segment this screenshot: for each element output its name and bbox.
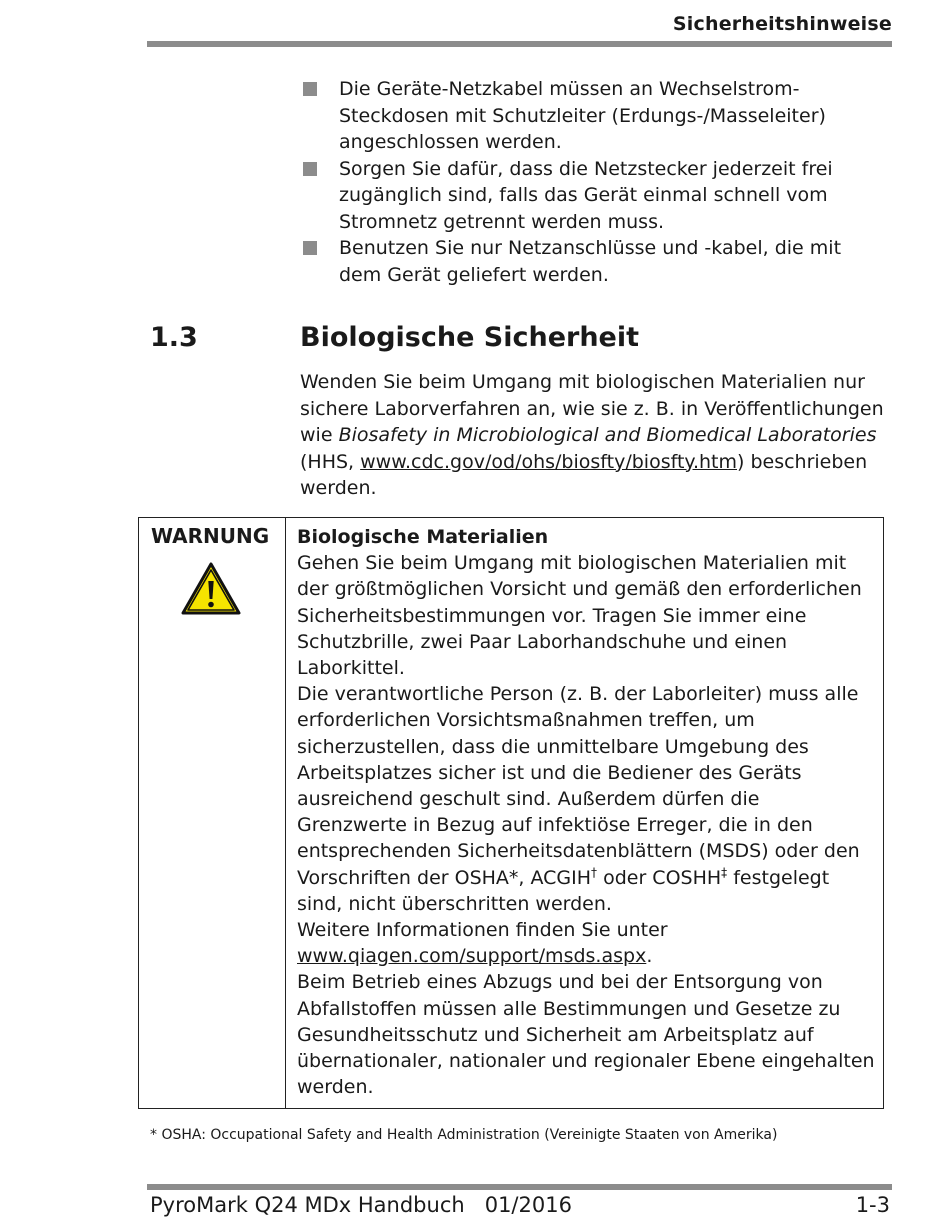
warning-box xyxy=(138,517,884,1109)
warning-paragraph xyxy=(297,681,875,917)
page-header-title: Sicherheitshinweise xyxy=(672,13,892,35)
double-dagger-mark: ‡ xyxy=(721,865,728,880)
bullet-text: Die Geräte-Netzkabel müssen an Wechselstrom-Steckdosen mit Schutzleiter (Erdungs-/Masseleiter) angeschlossen werden. xyxy=(339,78,826,153)
bullet-text: Benutzen Sie nur Netzanschlüsse und -kabel, die mit dem Gerät geliefert werden. xyxy=(339,237,842,286)
bullet-item xyxy=(300,156,860,236)
intro-text: (HHS, xyxy=(300,450,361,473)
warning-label: WARNUNG xyxy=(151,524,270,548)
page-number: 1-3 xyxy=(855,1193,890,1217)
bullet-text: Sorgen Sie dafür, dass die Netzstecker jederzeit frei zugänglich sind, falls das Gerät einmal schnell vom Stromnetz getrennt werden muss. xyxy=(339,157,833,233)
intro-text: ) beschrieben werden. xyxy=(300,450,868,499)
bullet-square-icon xyxy=(303,241,317,255)
section-number: 1.3 xyxy=(150,322,198,353)
msds-link[interactable]: www.qiagen.com/support/msds.aspx xyxy=(297,945,647,968)
warning-paragraph xyxy=(297,917,875,969)
warning-paragraph-text: Weitere Informationen finden Sie unter xyxy=(297,919,668,942)
warning-paragraph-text: oder COSHH xyxy=(597,866,722,889)
footer-rule xyxy=(147,1184,892,1190)
bullet-item xyxy=(300,76,860,156)
warning-text xyxy=(297,524,875,1100)
warning-paragraph-text: . xyxy=(646,945,653,968)
bullet-item xyxy=(300,235,860,288)
bullet-square-icon xyxy=(303,162,317,176)
warning-paragraph: Gehen Sie beim Umgang mit biologischen Materialien mit der größtmöglichen Vorsicht und gemäß den erforderlichen Sicherheitsbestimmungen vor. Tragen Sie immer eine Schutzbrille, zwei Paar Laborhandschuhe und einen Laborkittel. xyxy=(297,552,862,680)
header-rule xyxy=(147,41,892,47)
section-title: Biologische Sicherheit xyxy=(300,322,640,353)
warning-heading: Biologische Materialien xyxy=(297,526,549,548)
intro-publication-title: Biosafety in Microbiological and Biomedical Laboratories xyxy=(338,424,877,446)
warning-triangle-icon xyxy=(180,561,242,617)
intro-paragraph xyxy=(300,369,900,502)
footnote: * OSHA: Occupational Safety and Health Administration (Vereinigte Staaten von Amerika) xyxy=(150,1127,778,1143)
bullet-square-icon xyxy=(303,82,317,96)
footer-document-title: PyroMark Q24 MDx Handbuch 01/2016 xyxy=(150,1193,572,1217)
warning-divider xyxy=(285,518,286,1108)
warning-paragraph-text: Die verantwortliche Person (z. B. der Laborleiter) muss alle erforderlichen Vorsichtsmaßnahmen treffen, um sicherzustellen, dass die unmittelbare Umgebung des Arbeitsplatzes sicher ist und die Bediener des Geräts ausreichend geschult sind. Außerdem dürfen die Grenzwerte in Bezug auf infektiöse Erreger, die in den entsprechenden Sicherheitsdatenblättern (MSDS) oder den Vorschriften der OSHA*, ACGIH xyxy=(297,683,860,889)
dagger-mark: † xyxy=(591,865,598,880)
bullet-list xyxy=(300,76,860,288)
warning-paragraph: Beim Betrieb eines Abzugs und bei der Entsorgung von Abfallstoffen müssen alle Bestimmungen und Gesetze zu Gesundheitsschutz und Sicherheit am Arbeitsplatz auf übernationaler, nationaler und regionaler Ebene eingehalten werden. xyxy=(297,971,875,1099)
intro-text: Wenden Sie beim Umgang mit biologischen Materialien nur sichere Laborverfahren an, wie sie z. B. in Veröffentlichungen wie xyxy=(300,371,884,446)
warning-paragraph-text: festgelegt sind, nicht überschritten werden. xyxy=(297,866,830,915)
cdc-link[interactable]: www.cdc.gov/od/ohs/biosfty/biosfty.htm xyxy=(360,450,737,473)
